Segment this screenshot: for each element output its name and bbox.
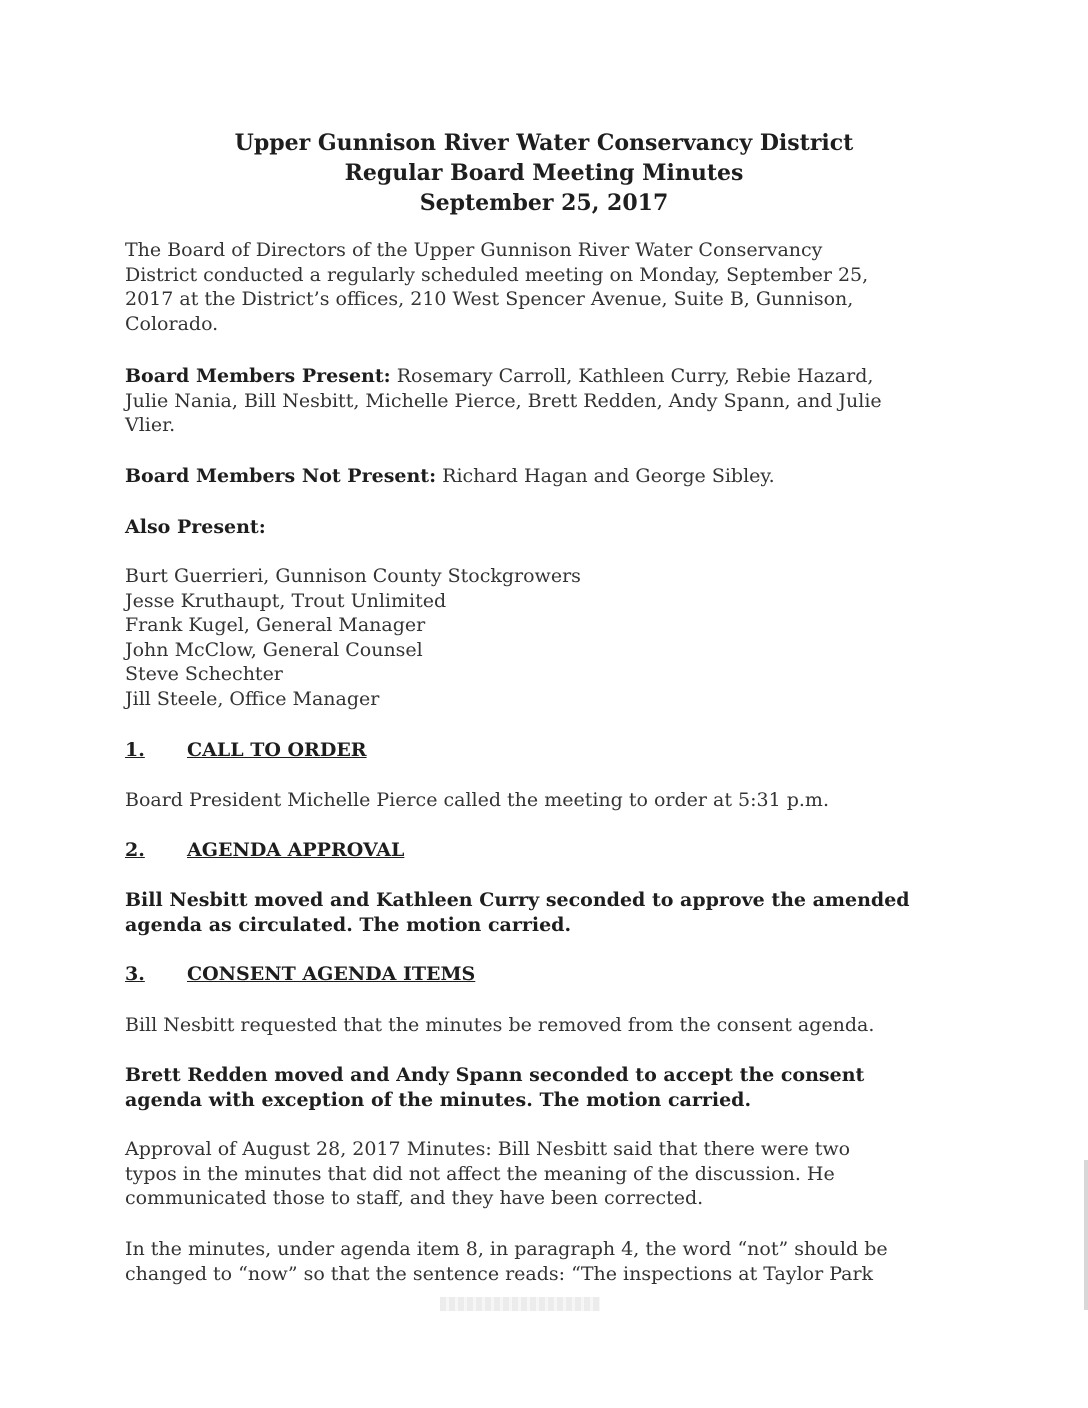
- also-present-label-block: [125, 515, 965, 540]
- board-members-present: [125, 364, 965, 438]
- meeting-date: September 25, 2017: [419, 190, 669, 216]
- consent-agenda-motion: [125, 1063, 965, 1112]
- attendee: Jesse Kruthaupt, Trout Unlimited: [125, 589, 447, 612]
- intro-line: Colorado.: [125, 312, 219, 335]
- document-title: [0, 128, 1088, 218]
- body-line: Board President Michelle Pierce called the meeting to order at 5:31 p.m.: [125, 789, 829, 811]
- body-line: changed to “now” so that the sentence reads: “The inspections at Taylor Park: [125, 1262, 874, 1285]
- section-number: 3.: [125, 963, 145, 985]
- body-line: Bill Nesbitt requested that the minutes be removed from the consent agenda.: [125, 1014, 875, 1036]
- minutes-approval-paragraph: [125, 1137, 965, 1211]
- motion-line: Bill Nesbitt moved and Kathleen Curry seconded to approve the amended: [125, 889, 910, 911]
- present-names: Vlier.: [125, 414, 176, 436]
- section-title: CALL TO ORDER: [187, 739, 367, 761]
- body-line: typos in the minutes that did not affect the meaning of the discussion. He: [125, 1162, 835, 1185]
- section-title: CONSENT AGENDA ITEMS: [187, 963, 476, 985]
- intro-line: The Board of Directors of the Upper Gunnison River Water Conservancy: [125, 239, 823, 261]
- district-name: Upper Gunnison River Water Conservancy District: [234, 130, 854, 156]
- attendee: Jill Steele, Office Manager: [125, 687, 380, 710]
- section-number: 2.: [125, 839, 145, 861]
- present-names: Rosemary Carroll, Kathleen Curry, Rebie Hazard,: [390, 365, 874, 387]
- present-names: Julie Nania, Bill Nesbitt, Michelle Pierce, Brett Redden, Andy Spann, and Julie: [125, 389, 882, 412]
- minutes-correction-paragraph: [125, 1237, 965, 1286]
- intro-line: 2017 at the District’s offices, 210 West Spencer Avenue, Suite B, Gunnison,: [125, 288, 854, 310]
- meeting-type: Regular Board Meeting Minutes: [344, 160, 744, 186]
- agenda-approval-motion: [125, 888, 965, 937]
- body-line: communicated those to staff, and they have been corrected.: [125, 1187, 704, 1209]
- present-label: Board Members Present:: [125, 365, 391, 387]
- motion-line: agenda as circulated. The motion carried.: [125, 913, 572, 936]
- section-heading-agenda-approval: [125, 838, 404, 862]
- not-present-label: Board Members Not Present:: [125, 465, 437, 487]
- body-line: In the minutes, under agenda item 8, in paragraph 4, the word “not” should be: [125, 1238, 888, 1260]
- body-line: Approval of August 28, 2017 Minutes: Bill Nesbitt said that there were two: [125, 1138, 851, 1160]
- attendee: Steve Schechter: [125, 663, 283, 685]
- attendee: Burt Guerrieri, Gunnison County Stockgrowers: [125, 565, 581, 587]
- not-present-names: Richard Hagan and George Sibley.: [436, 465, 775, 487]
- motion-line: agenda with exception of the minutes. The motion carried.: [125, 1088, 752, 1111]
- section-heading-consent-agenda: [125, 962, 475, 986]
- scan-artifact: [440, 1297, 600, 1311]
- attendee: John McClow, General Counsel: [125, 638, 423, 661]
- consent-agenda-request: [125, 1013, 965, 1038]
- motion-line: Brett Redden moved and Andy Spann seconded to accept the consent: [125, 1064, 865, 1086]
- intro-line: District conducted a regularly scheduled meeting on Monday, September 25,: [125, 263, 869, 286]
- also-present-label: Also Present:: [125, 516, 266, 538]
- section-heading-call-to-order: [125, 738, 367, 762]
- attendee: Frank Kugel, General Manager: [125, 614, 426, 636]
- also-present-list: [125, 564, 965, 711]
- board-members-not-present: [125, 464, 965, 489]
- call-to-order-text: [125, 788, 965, 813]
- page-edge-shadow: [1084, 1160, 1088, 1310]
- section-number: 1.: [125, 739, 145, 761]
- section-title: AGENDA APPROVAL: [187, 839, 405, 861]
- intro-paragraph: [125, 238, 965, 336]
